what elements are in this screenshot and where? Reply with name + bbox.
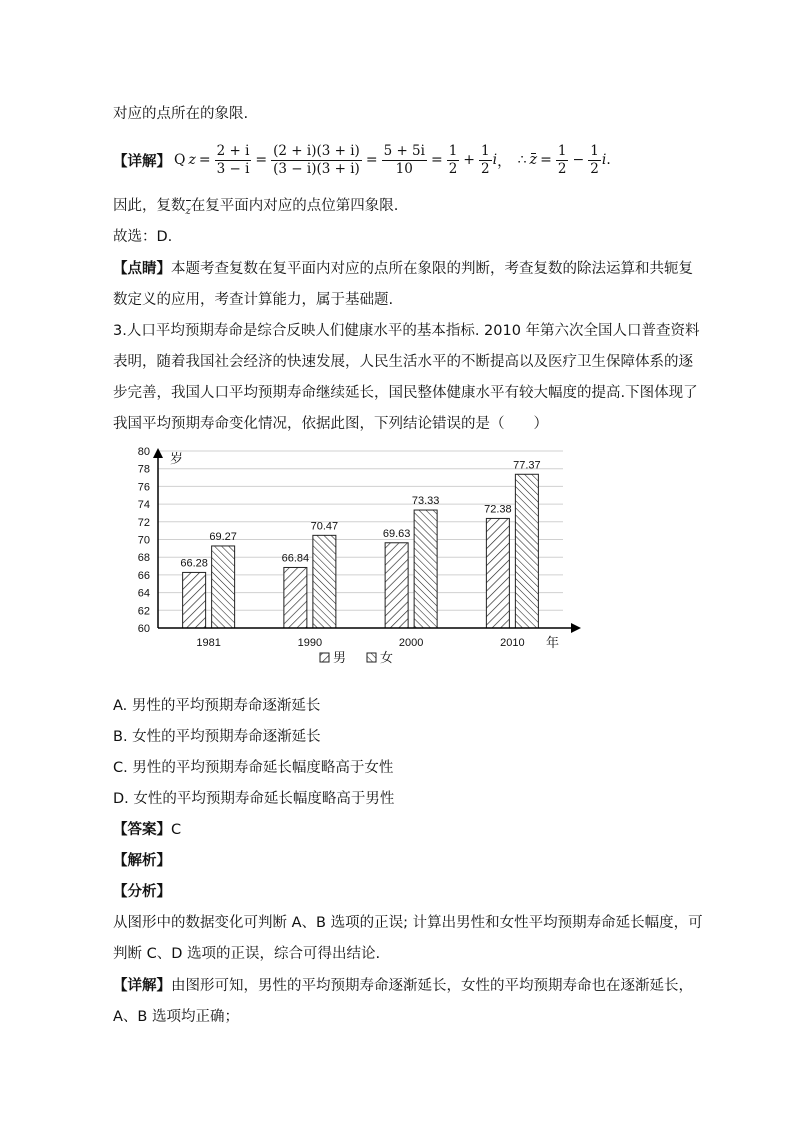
y-tick-74: 74 bbox=[137, 499, 150, 512]
legend-label-男: 男 bbox=[333, 651, 347, 666]
text-line-5: 【点睛】本题考查复数在复平面内对应的点所在象限的判断，考查复数的除法运算和共轭复 bbox=[113, 261, 693, 277]
xiangjie-line-2: A、B 选项均正确； bbox=[113, 1009, 239, 1025]
conj-z-small: z bbox=[186, 202, 191, 222]
life-expectancy-bar-chart bbox=[113, 438, 583, 683]
fenxi-line-1: 从图形中的数据变化可判断 A、B 选项的正误; 计算出男性和女性平均预期寿命延长幅度，可 bbox=[113, 915, 703, 931]
y-tick-78: 78 bbox=[137, 463, 150, 476]
x-tick-1981: 1981 bbox=[196, 637, 221, 649]
x-tick-labels bbox=[196, 637, 524, 649]
y-tick-76: 76 bbox=[137, 481, 150, 494]
y-tick-64: 64 bbox=[137, 587, 150, 600]
y-axis-arrow bbox=[153, 448, 163, 458]
eq-5: = bbox=[540, 152, 552, 168]
y-tick-66: 66 bbox=[137, 569, 150, 582]
q-symbol: Q bbox=[174, 152, 186, 168]
x-axis-label: 年 bbox=[546, 636, 560, 651]
data-label-2010-男: 72.38 bbox=[484, 503, 512, 516]
y-tick-72: 72 bbox=[137, 516, 150, 529]
q3-line-2: 表明，随着我国社会经济的快速发展，人民生活水平的不断提高以及医疗卫生保障体系的逐 bbox=[113, 354, 693, 370]
data-label-1990-男: 66.84 bbox=[281, 552, 310, 565]
legend-swatch-女 bbox=[367, 653, 376, 662]
eq-1: = bbox=[198, 152, 211, 168]
y-tick-62: 62 bbox=[137, 605, 150, 618]
bar-2000-女 bbox=[414, 510, 437, 628]
fraction-half-2: $\frac{1}{2}$ bbox=[481, 142, 490, 177]
var-z: z bbox=[188, 152, 196, 168]
legend-label-女: 女 bbox=[380, 651, 394, 666]
x-tick-1990: 1990 bbox=[297, 637, 323, 649]
answer-tag: 【答案】 bbox=[113, 822, 171, 838]
xiangjie-line-1: 【详解】由图形可知，男性的平均预期寿命逐渐延长，女性的平均预期寿命也在逐渐延长， bbox=[113, 978, 693, 994]
option-d: D. 女性的平均预期寿命延长幅度略高于男性 bbox=[113, 791, 395, 807]
minus-op: − bbox=[572, 152, 585, 168]
x-tick-2000: 2000 bbox=[398, 637, 424, 649]
option-b: B. 女性的平均预期寿命逐渐延长 bbox=[113, 729, 321, 745]
bar-2000-男 bbox=[385, 543, 408, 628]
x-tick-2010: 2010 bbox=[500, 637, 525, 649]
x-axis-arrow bbox=[571, 623, 581, 633]
bars bbox=[183, 474, 539, 628]
fraction-3: $\frac{5 + 5i}{10}$ bbox=[383, 142, 425, 177]
q3-line-3: 步完善，我国人口平均预期寿命继续延长，国民整体健康水平有较大幅度的提高.下图体现了 bbox=[113, 385, 698, 401]
legend-swatch-男 bbox=[320, 653, 329, 662]
plus-op: + bbox=[463, 152, 476, 168]
text-line-3: 因此，复数z在复平面内对应的点位第四象限. bbox=[113, 196, 398, 218]
text-line-1: 对应的点所在的象限. bbox=[113, 106, 249, 122]
y-tick-80: 80 bbox=[137, 446, 150, 458]
bar-1981-男 bbox=[183, 572, 206, 628]
text-line-6: 数定义的应用，考查计算能力，属于基础题. bbox=[113, 292, 394, 308]
y-tick-labels bbox=[138, 446, 150, 635]
data-label-1981-男: 66.28 bbox=[180, 557, 208, 570]
fraction-2: $\frac{(2 + i)(3 + i)}{(3 - i)(3 + i)}$ bbox=[273, 142, 360, 177]
bar-2010-男 bbox=[486, 518, 509, 628]
data-label-1990-女: 70.47 bbox=[310, 520, 339, 533]
answer-value: C bbox=[171, 822, 182, 838]
bar-1990-男 bbox=[284, 567, 307, 628]
detail-formula-line bbox=[113, 138, 611, 182]
answer-line bbox=[113, 820, 181, 840]
q3-line-4: 我国平均预期寿命变化情况，依据此图，下列结论错误的是（ ） bbox=[113, 416, 548, 432]
bar-1981-女 bbox=[212, 546, 235, 628]
end-period: . bbox=[606, 152, 611, 168]
option-c: C. 男性的平均预期寿命延长幅度略高于女性 bbox=[113, 760, 394, 776]
xiangjie-tag: 【详解】 bbox=[113, 978, 171, 994]
y-tick-68: 68 bbox=[137, 552, 150, 565]
text-line-4: 故选：D. bbox=[113, 229, 173, 245]
data-label-1981-女: 69.27 bbox=[209, 530, 237, 543]
q3-line-1: 3.人口平均预期寿命是综合反映人们健康水平的基本指标. 2010 年第六次全国人口普查资料 bbox=[113, 323, 700, 339]
therefore-symbol: ∴ bbox=[517, 152, 527, 168]
fraction-1: $\frac{2 + i}{3 - i}$ bbox=[216, 142, 250, 177]
comma: ， bbox=[497, 153, 512, 170]
legend bbox=[320, 651, 393, 666]
data-label-2000-女: 73.33 bbox=[411, 495, 440, 508]
eq-3: = bbox=[365, 152, 378, 168]
dianjing-tag: 【点睛】 bbox=[113, 261, 171, 277]
bar-1990-女 bbox=[313, 535, 336, 628]
y-axis-label: 岁 bbox=[170, 452, 184, 467]
eq-4: = bbox=[430, 152, 443, 168]
var-i-1: i bbox=[492, 152, 498, 168]
fenxi-tag: 【分析】 bbox=[113, 884, 171, 900]
fraction-half-4: $\frac{1}{2}$ bbox=[590, 142, 599, 177]
fraction-half-1: $\frac{1}{2}$ bbox=[448, 142, 458, 177]
jiexi-tag: 【解析】 bbox=[113, 853, 171, 869]
bar-2010-女 bbox=[515, 474, 538, 628]
var-i-2: i bbox=[601, 152, 607, 168]
data-label-2010-女: 77.37 bbox=[513, 459, 541, 472]
y-tick-60: 60 bbox=[137, 623, 150, 635]
eq-2: = bbox=[255, 152, 268, 168]
y-tick-70: 70 bbox=[137, 534, 150, 547]
fenxi-line-2: 判断 C、D 选项的正误，综合可得出结论. bbox=[113, 946, 381, 962]
option-a: A. 男性的平均预期寿命逐渐延长 bbox=[113, 698, 321, 714]
data-label-2000-男: 69.63 bbox=[382, 527, 411, 540]
detail-tag: 【详解】 bbox=[113, 153, 171, 170]
fraction-half-3: $\frac{1}{2}$ bbox=[557, 142, 567, 177]
conj-z: z bbox=[529, 152, 538, 168]
